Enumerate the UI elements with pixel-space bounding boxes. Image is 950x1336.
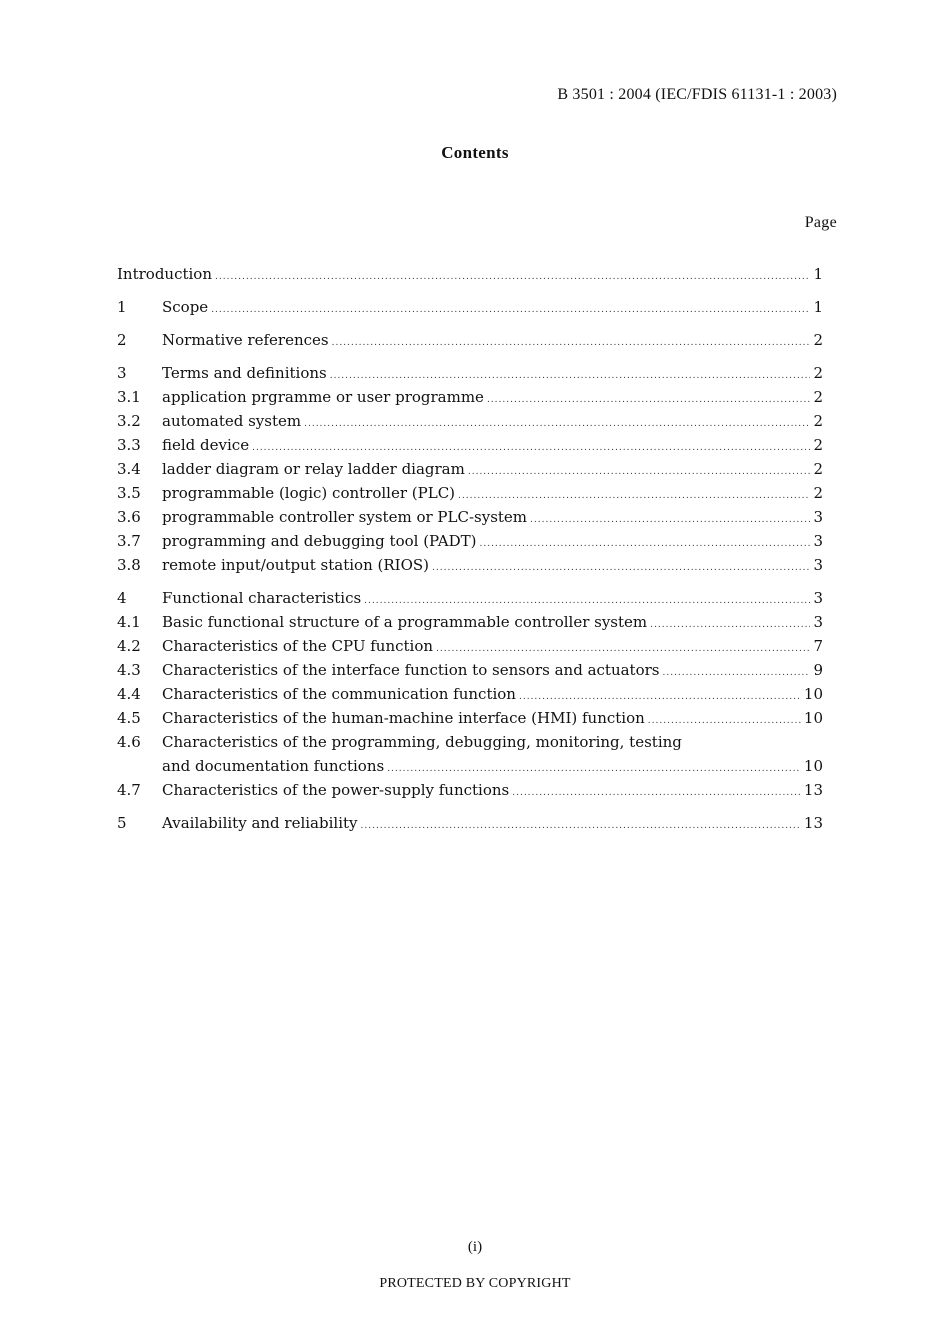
toc-entry-label: Normative references	[162, 331, 329, 349]
toc-entry-number: 4.5	[117, 709, 141, 727]
dot-leader	[479, 532, 810, 556]
toc-entry[interactable]	[117, 457, 823, 481]
toc-entry-label: field device	[162, 436, 250, 454]
dot-leader	[304, 412, 810, 436]
toc-entry-label: application prgramme or user programme	[162, 388, 484, 406]
copyright-notice: PROTECTED BY COPYRIGHT	[379, 1276, 571, 1291]
toc-entry-page: 1	[813, 265, 823, 283]
toc-entry-page: 2	[813, 484, 823, 502]
toc-entry-page: 3	[813, 508, 823, 526]
toc-entry-label: Characteristics of the programming, debugging, monitoring, testing	[162, 733, 682, 751]
toc-entry[interactable]	[117, 553, 823, 577]
toc-entry-page: 3	[813, 589, 823, 607]
toc-entry-label: programmable (logic) controller (PLC)	[162, 484, 456, 502]
dot-leader	[361, 814, 801, 838]
toc-entry-number: 1	[117, 298, 127, 316]
dot-leader	[211, 298, 810, 322]
dot-leader	[530, 508, 810, 532]
toc-entry-label: and documentation functions	[162, 757, 385, 775]
toc-entry-page: 2	[813, 364, 823, 382]
toc-entry[interactable]	[117, 529, 823, 553]
toc-entry[interactable]	[117, 706, 823, 730]
toc-entry[interactable]	[117, 586, 823, 610]
toc-entry[interactable]	[117, 811, 823, 835]
toc-entry-label: Introduction	[117, 265, 212, 283]
toc-entry-label: automated system	[162, 412, 302, 430]
toc-entry[interactable]	[117, 730, 823, 754]
toc-entry-number: 3.2	[117, 412, 141, 430]
toc-entry-page: 13	[803, 814, 823, 832]
toc-entry[interactable]	[117, 634, 823, 658]
toc-entry-page: 13	[803, 781, 823, 799]
toc-entry-number: 3.7	[117, 532, 141, 550]
toc-entry[interactable]	[117, 658, 823, 682]
document-header: B 3501 : 2004 (IEC/FDIS 61131-1 : 2003)	[557, 86, 837, 103]
toc-entry-label: remote input/output station (RIOS)	[162, 556, 430, 574]
dot-leader	[512, 781, 801, 805]
toc-entry-number: 4.7	[117, 781, 141, 799]
toc-entry[interactable]	[117, 409, 823, 433]
dot-leader	[432, 556, 810, 580]
toc-entry-label: Characteristics of the human-machine interface (HMI) function	[162, 709, 645, 727]
toc-entry-label: Terms and definitions	[162, 364, 327, 382]
toc-entry-page: 7	[813, 637, 823, 655]
toc-entry-label: Availability and reliability	[162, 814, 358, 832]
dot-leader	[650, 613, 810, 637]
toc-entry-number: 4.6	[117, 733, 141, 751]
toc-entry-label: Characteristics of the communication function	[162, 685, 516, 703]
toc-entry-label: ladder diagram or relay ladder diagram	[162, 460, 465, 478]
toc-entry-label: Basic functional structure of a programmable controller system	[162, 613, 648, 631]
page-number: (i)	[467, 1239, 483, 1255]
toc-entry-number: 4.3	[117, 661, 141, 679]
toc-entry-page: 2	[813, 331, 823, 349]
toc-entry-number: 5	[117, 814, 127, 832]
toc-entry-page: 10	[803, 685, 823, 703]
toc-entry-page: 2	[813, 436, 823, 454]
toc-entry-number: 3.5	[117, 484, 141, 502]
toc-entry-number: 3.4	[117, 460, 141, 478]
dot-leader	[487, 388, 811, 412]
toc-entry-page: 2	[813, 412, 823, 430]
toc-entry-number: 3.3	[117, 436, 141, 454]
toc-entry[interactable]	[117, 481, 823, 505]
toc-entry[interactable]	[117, 754, 823, 778]
toc-entry-number: 4.4	[117, 685, 141, 703]
toc-entry-label: Characteristics of the CPU function	[162, 637, 434, 655]
toc-entry-page: 3	[813, 556, 823, 574]
dot-leader	[332, 331, 811, 355]
dot-leader	[662, 661, 810, 685]
toc-entry-number: 4.1	[117, 613, 141, 631]
toc-entry-label: programmable controller system or PLC-system	[162, 508, 528, 526]
toc-entry-page: 2	[813, 388, 823, 406]
toc-entry-number: 3.6	[117, 508, 141, 526]
toc-entry[interactable]	[117, 778, 823, 802]
toc-entry-label: Functional characteristics	[162, 589, 362, 607]
toc-entry[interactable]	[117, 328, 823, 352]
toc-entry-number: 3	[117, 364, 127, 382]
toc-entry[interactable]	[117, 682, 823, 706]
dot-leader	[215, 265, 810, 289]
toc-entry-page: 1	[813, 298, 823, 316]
table-of-contents	[117, 262, 823, 835]
toc-entry-number: 2	[117, 331, 127, 349]
toc-entry-number: 3.8	[117, 556, 141, 574]
toc-entry[interactable]	[117, 385, 823, 409]
page-column-label: Page	[804, 214, 837, 231]
toc-entry[interactable]	[117, 433, 823, 457]
toc-entry[interactable]	[117, 295, 823, 319]
toc-entry-page: 9	[813, 661, 823, 679]
toc-entry-page: 10	[803, 757, 823, 775]
toc-entry[interactable]	[117, 505, 823, 529]
toc-entry-label: Scope	[162, 298, 209, 316]
toc-entry-number: 3.1	[117, 388, 141, 406]
toc-entry[interactable]	[117, 262, 823, 286]
toc-entry-page: 3	[813, 613, 823, 631]
toc-entry-label: Characteristics of the interface function to sensors and actuators	[162, 661, 660, 679]
dot-leader	[468, 460, 811, 484]
toc-entry[interactable]	[117, 610, 823, 634]
toc-entry-number: 4.2	[117, 637, 141, 655]
toc-entry-label: programming and debugging tool (PADT)	[162, 532, 477, 550]
page-title: Contents	[441, 143, 509, 162]
toc-entry-page: 2	[813, 460, 823, 478]
toc-entry-page: 3	[813, 532, 823, 550]
toc-entry-label: Characteristics of the power-supply functions	[162, 781, 510, 799]
toc-entry-number: 4	[117, 589, 127, 607]
toc-entry[interactable]	[117, 361, 823, 385]
toc-entry-page: 10	[803, 709, 823, 727]
